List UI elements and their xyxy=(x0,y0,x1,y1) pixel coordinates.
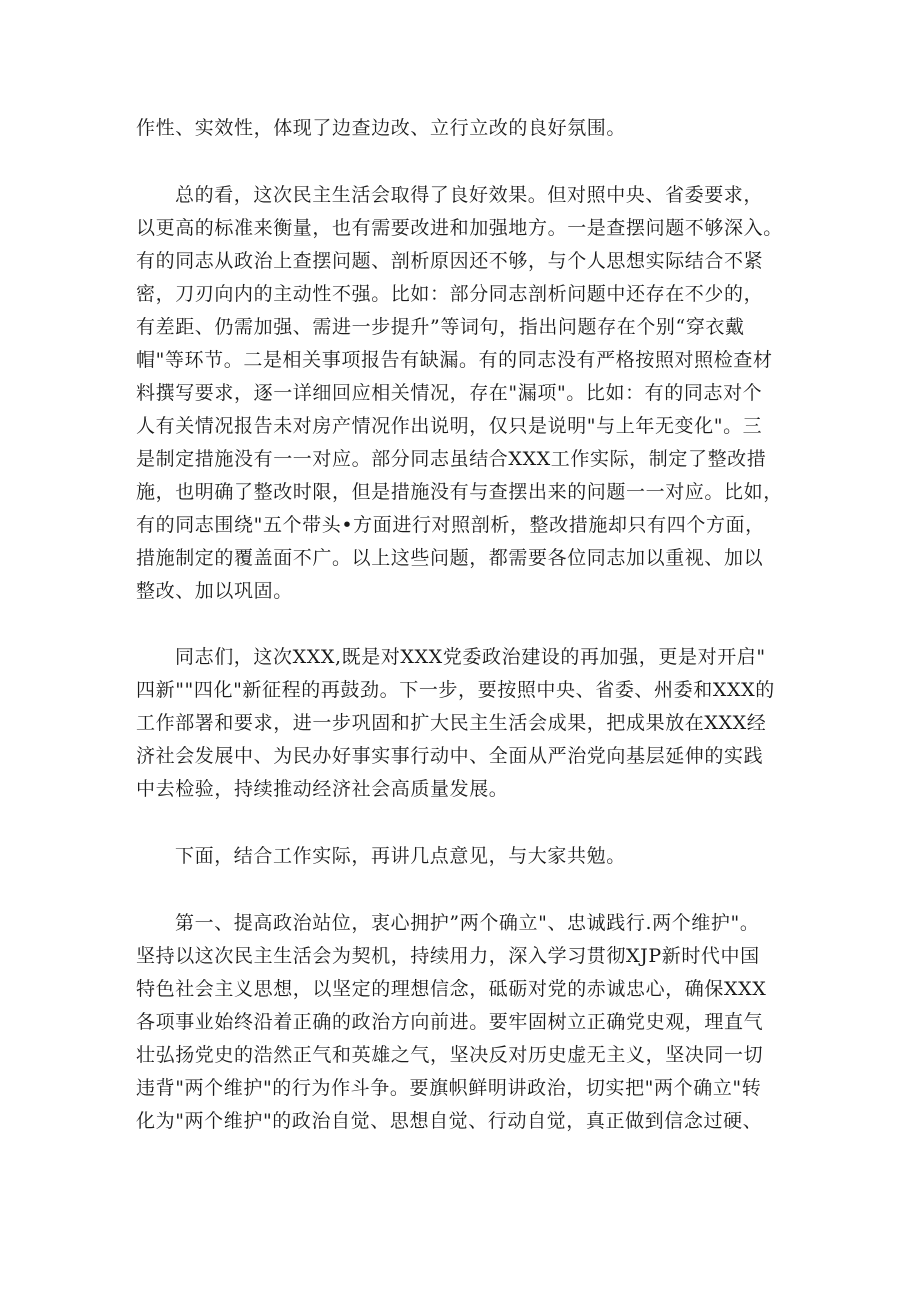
paragraph-2-line-2: 以更高的标准来衡量，也有需要改进和加强地方。一是查摆问题不够深入。 xyxy=(136,217,783,239)
paragraph-2-line-10: 施，也明确了整改时限，但是措施没有与查摆出来的问题一一对应。比如， xyxy=(136,481,783,503)
paragraph-2-line-5: 有差距、仍需加强、需进一步提升”等词句，指出问题存在个别“穿衣戴 xyxy=(136,316,745,338)
paragraph-4-line-1: 下面，结合工作实际，再讲几点意见，与大家共勉。 xyxy=(175,845,626,867)
paragraph-3-line-2: 四新""四化"新征程的再鼓劲。下一步，要按照中央、省委、州委和XXX的 xyxy=(136,679,775,701)
paragraph-1-line-1: 作性、实效性，体现了边查边改、立行立改的良好氛围。 xyxy=(136,117,627,139)
paragraph-2-line-1: 总的看，这次民主生活会取得了良好效果。但对照中央、省委要求， xyxy=(175,184,764,206)
paragraph-2-line-11: 有的同志围绕"五个带头•方面进行对照剖析，整改措施却只有四个方面， xyxy=(136,514,765,536)
paragraph-5-line-5: 壮弘扬党史的浩然正气和英雄之气，坚决反对历史虚无主义，坚决同一切 xyxy=(136,1044,764,1066)
paragraph-5-line-2: 坚持以这次民主生活会为契机，持续用力，深入学习贯彻XJP新时代中国 xyxy=(136,945,760,967)
paragraph-5-line-7: 化为"两个维护"的政治自觉、思想自觉、行动自觉，真正做到信念过硬、 xyxy=(136,1110,763,1132)
paragraph-2-line-3: 有的同志从政治上查摆问题、剖析原因还不够，与个人思想实际结合不紧 xyxy=(136,250,764,272)
paragraph-3-line-1: 同志们，这次XXX,既是对XXX党委政治建设的再加强，更是对开启" xyxy=(175,646,766,668)
paragraph-5-line-3: 特色社会主义思想，以坚定的理想信念，砥砺对党的赤诚忠心，确保XXX xyxy=(136,978,767,1000)
paragraph-3-line-4: 济社会发展中、为民办好事实事行动中、全面从严治党向基层延伸的实践 xyxy=(136,745,764,767)
paragraph-2-line-4: 密，刀刃向内的主动性不强。比如：部分同志剖析问题中还存在不少的， xyxy=(136,283,764,305)
paragraph-5-line-1: 第一、提高政治站位，衷心拥护”两个确立"、忠诚践行.两个维护"。 xyxy=(175,912,760,934)
paragraph-2-line-6: 帽"等环节。二是相关事项报告有缺漏。有的同志没有严格按照对照检查材 xyxy=(136,349,773,371)
paragraph-5-line-6: 违背"两个维护"的行为作斗争。要旗帜鲜明讲政治，切实把"两个确立"转 xyxy=(136,1077,762,1099)
paragraph-3-line-5: 中去检验，持续推动经济社会高质量发展。 xyxy=(136,778,509,800)
paragraph-5-line-4: 各项事业始终沿着正确的政治方向前进。要牢固树立正确党史观，理直气 xyxy=(136,1011,764,1033)
paragraph-2-line-9: 是制定措施没有一一对应。部分同志虽结合XXX工作实际，制定了整改措 xyxy=(136,448,767,470)
paragraph-2-line-8: 人有关情况报告未对房产情况作出说明，仅只是说明"与上年无变化"。三 xyxy=(136,415,763,437)
paragraph-2-line-7: 料撰写要求，逐一详细回应相关情况，存在"漏项"。比如：有的同志对个 xyxy=(136,382,763,404)
paragraph-3-line-3: 工作部署和要求，进一步巩固和扩大民主生活会成果，把成果放在XXX经 xyxy=(136,712,767,734)
paragraph-2-line-12: 措施制定的覆盖面不广。以上这些问题，都需要各位同志加以重视、加以 xyxy=(136,547,764,569)
paragraph-2-line-13: 整改、加以巩固。 xyxy=(136,580,293,602)
